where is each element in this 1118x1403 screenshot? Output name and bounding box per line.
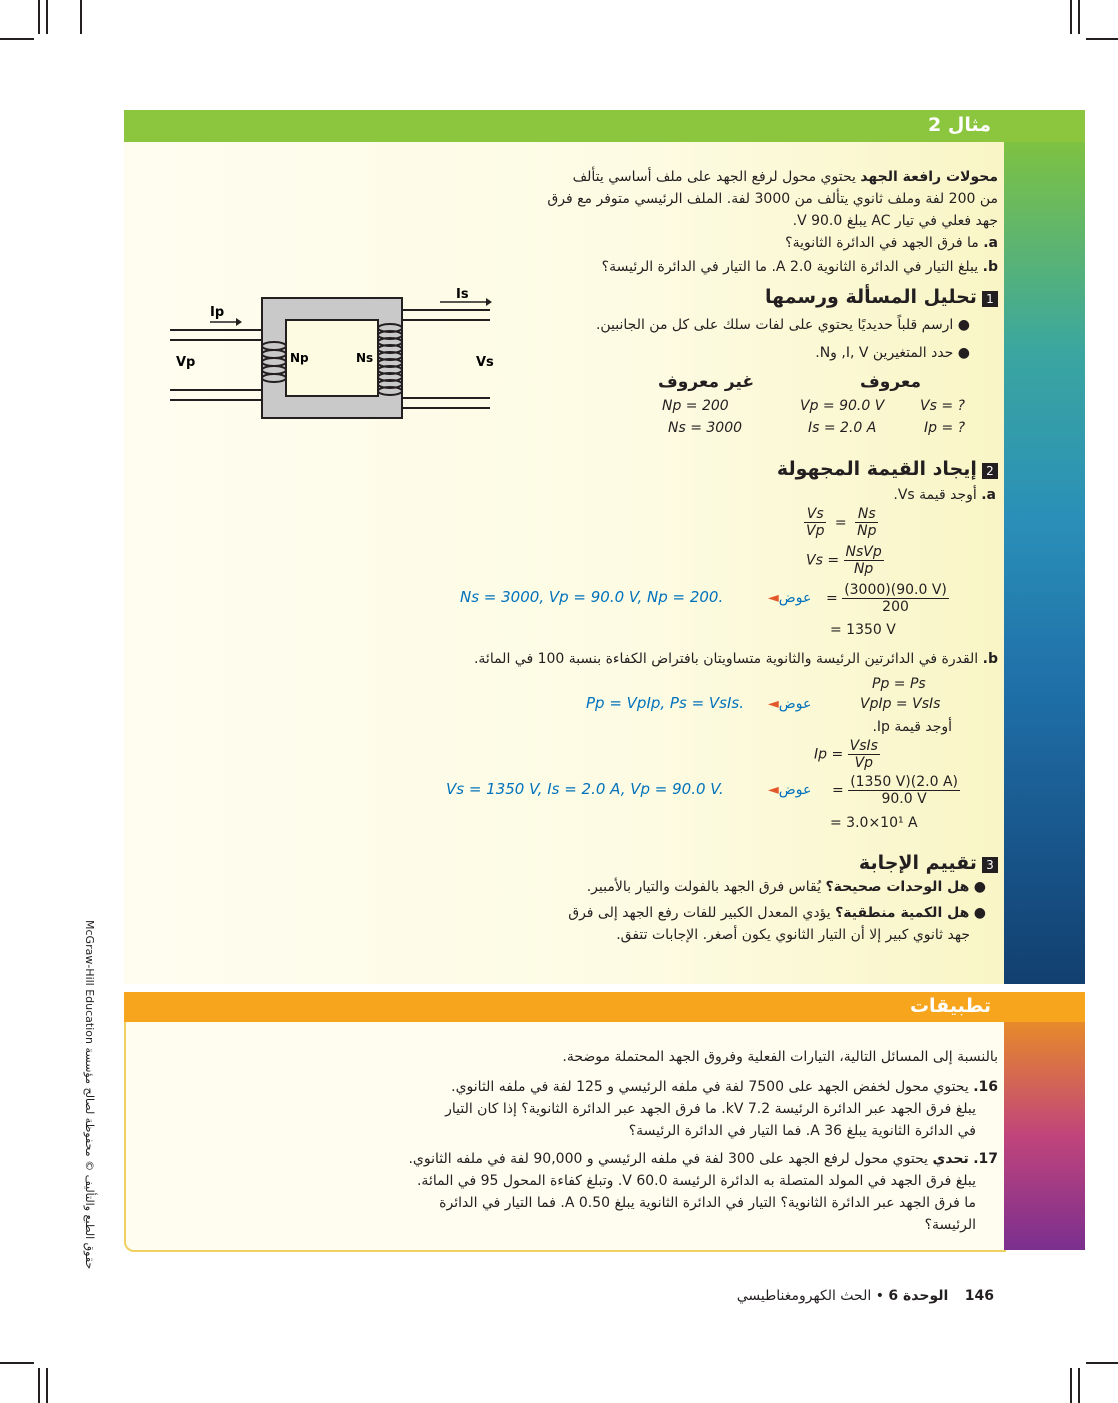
problem-17	[338, 1148, 998, 1236]
step-label: b.	[982, 651, 998, 667]
result: = 3.0×10¹ A	[830, 815, 918, 831]
numerator: VsIs	[849, 738, 878, 754]
power-equality: Pp = Ps	[872, 676, 926, 692]
numerator: (3000)(90.0 V)	[844, 582, 947, 598]
unknown-header: غير معروف	[658, 372, 755, 392]
substitute-label: ◄عوض	[768, 696, 812, 712]
section-1-heading	[765, 286, 998, 308]
problem-number: 17.	[973, 1151, 998, 1167]
problem-text: يبلغ فرق الجهد في المولد المتصلة به الدائرة الرئيسة 60.0 V. وتبلغ كفاءة المحول 95 في المائة.	[416, 1173, 976, 1189]
substitution-values: Pp = VpIp, Ps = VsIs.	[586, 694, 744, 712]
denominator: Vp	[806, 523, 825, 539]
power-expansion: VpIp = VsIs	[860, 696, 941, 712]
bullet-bold: هل الوحدات صحيحة؟	[825, 879, 970, 895]
crop-mark	[46, 0, 48, 34]
bullet-text: يؤدي المعدل الكبير للفات رفع الجهد إلى فرق	[568, 905, 831, 921]
crop-mark	[1070, 0, 1072, 34]
substitution-values: Ns = 3000, Vp = 90.0 V, Np = 200.	[460, 588, 724, 606]
label-vs: Vs	[476, 355, 494, 370]
applications-header	[124, 992, 1085, 1022]
crop-mark	[1086, 38, 1118, 40]
numerator: Ns	[855, 506, 878, 523]
crop-mark	[46, 1368, 48, 1403]
known-value: Ns = 3000	[668, 420, 743, 436]
section-1-bullets: ● ارسم قلباً حديديًا يحتوي على لفات سلك على كل من الجانبين. ● حدد المتغيرين I, V, وN.	[595, 317, 970, 361]
formula-lhs: Ip =	[814, 746, 844, 763]
challenge-label: تحدي	[932, 1151, 969, 1167]
intro-line: يحتوي محول لرفع الجهد على ملف أساسي يتألف	[572, 169, 856, 185]
formula-substitution: = $\frac{(1350 V)(2.0 A)}{90.0 V}$	[832, 774, 958, 807]
unknown-value: Ip = ?	[924, 420, 966, 436]
section-3-heading	[859, 852, 998, 874]
problem-number: 16.	[973, 1079, 998, 1095]
section-title: تحليل المسألة ورسمها	[765, 286, 977, 308]
label-np: Np	[290, 351, 309, 365]
label-ns: Ns	[356, 351, 374, 365]
question-text: يبلغ التيار في الدائرة الثانوية 2.0 A. ما التيار في الدائرة الرئيسة؟	[601, 259, 979, 275]
denominator: 200	[882, 599, 909, 615]
known-value: Np = 200	[662, 398, 729, 414]
formula-lhs: Vs =	[806, 552, 840, 569]
section-number: 1	[982, 291, 998, 307]
copyright-text: McGraw-Hill Education حقوق الطبع والتأليف © محفوظة لصالح مؤسسة	[83, 920, 96, 1270]
example-header	[124, 110, 1085, 142]
label-vp: Vp	[176, 355, 196, 370]
problem-text: يحتوي محول لخفض الجهد على 7500 لفة في ملفه الرئيسي و 125 لفة في ملفه الثانوي.	[451, 1079, 969, 1095]
step-b	[438, 648, 998, 670]
numerator: (1350 V)(2.0 A)	[850, 774, 958, 790]
applications-title: تطبيقات	[909, 995, 991, 1017]
section-2-heading	[777, 458, 998, 480]
substitute-word: عوض	[778, 782, 812, 798]
label-is: Is	[456, 287, 469, 302]
unit-label: الوحدة 6	[888, 1288, 949, 1304]
intro-bold: محولات رافعة الجهد	[860, 169, 998, 185]
decorative-strip	[1004, 1022, 1085, 1250]
known-value: Is = 2.0 A	[808, 420, 877, 436]
current-arrow	[486, 298, 492, 306]
substitution-values: Vs = 1350 V, Is = 2.0 A, Vp = 90.0 V.	[446, 780, 724, 798]
crop-mark	[1078, 1368, 1080, 1403]
crop-mark	[0, 1362, 34, 1364]
crop-mark	[38, 0, 40, 34]
problem-text: ما فرق الجهد عبر الدائرة الثانوية؟ التيار في الدائرة الثانوية يبلغ 0.50 A. فما التيار في الدائرة	[439, 1195, 976, 1211]
page-number: 146	[964, 1288, 994, 1304]
crop-mark	[1078, 0, 1080, 34]
denominator: Np	[857, 523, 877, 539]
transformer-diagram	[170, 286, 500, 436]
step-text: أوجد قيمة Vs.	[893, 487, 977, 503]
step-text: القدرة في الدائرتين الرئيسة والثانوية متساويتان بافتراض الكفاءة بنسبة 100 في المائة.	[473, 651, 979, 667]
denominator: Vp	[854, 755, 874, 771]
substitute-label: ◄عوض	[768, 782, 812, 798]
question-text: ما فرق الجهد في الدائرة الثانوية؟	[785, 235, 979, 251]
example-title: مثال 2	[928, 114, 991, 136]
unknown-value: Vs = ?	[920, 398, 965, 414]
step-a	[696, 484, 996, 506]
intro-line: جهد فعلي في تيار AC يبلغ 90.0 V.	[792, 213, 998, 229]
unit-title: الحث الكهرومغناطيسي	[736, 1288, 872, 1304]
result: = 1350 V	[830, 622, 896, 638]
substitute-word: عوض	[778, 696, 812, 712]
crop-mark	[38, 1368, 40, 1403]
substitute-label: ◄عوض	[768, 590, 812, 606]
problem-text: يبلغ فرق الجهد عبر الدائرة الرئيسة 7.2 kV. ما فرق الجهد عبر الدائرة الثانوية؟ إذا كان التيار	[445, 1101, 976, 1117]
crop-mark	[1070, 1368, 1072, 1403]
section-number: 2	[982, 463, 998, 479]
footer-bullet: •	[875, 1288, 884, 1304]
copyright-side	[78, 920, 98, 1280]
denominator: Np	[853, 561, 874, 577]
problem-text: الرئيسة؟	[924, 1217, 976, 1233]
decorative-strip	[1004, 142, 1085, 984]
current-arrow	[236, 318, 242, 326]
bullet-text: ارسم قلباً حديديًا يحتوي على لفات سلك على كل من الجانبين.	[595, 317, 954, 333]
substitute-word: عوض	[778, 590, 812, 606]
find-ip: أوجد قيمة Ip.	[872, 719, 952, 735]
applications-intro: بالنسبة إلى المسائل التالية، التيارات الفعلية وفروق الجهد المحتملة موضحة.	[562, 1049, 998, 1065]
formula-substitution: = $\frac{(3000)(90.0 V)}{200}$	[826, 582, 947, 615]
formula-ratio: $\frac{Vs}{Vp}$ = $\frac{Ns}{Np}$	[806, 506, 877, 539]
bullet-bold: هل الكمية منطقية؟	[835, 905, 970, 921]
problem-text: يحتوي محول لرفع الجهد على 300 لفة في ملفه الرئيسي و 90,000 لفة في ملفه الثانوي.	[408, 1151, 929, 1167]
denominator: 90.0 V	[881, 791, 927, 807]
section-title: إيجاد القيمة المجهولة	[776, 458, 977, 480]
problem-text: في الدائرة الثانوية يبلغ 36 A. فما التيار في الدائرة الرئيسة؟	[628, 1123, 976, 1139]
known-value: Vp = 90.0 V	[800, 398, 885, 414]
crop-mark	[1086, 1362, 1118, 1364]
numerator: Vs	[804, 506, 826, 523]
bullet-text: حدد المتغيرين I, V, وN.	[815, 345, 954, 361]
bullet-text: يُقاس فرق الجهد بالفولت والتيار بالأمبير.	[586, 879, 821, 895]
numerator: NsVp	[845, 544, 882, 560]
formula-ip	[814, 738, 880, 771]
crop-mark	[0, 38, 34, 40]
page-footer	[737, 1288, 994, 1304]
example-intro	[528, 166, 998, 278]
step-label: a.	[981, 487, 996, 503]
question-label: b.	[982, 259, 998, 275]
bullet-text: جهد ثانوي كبير إلا أن التيار الثانوي يكون أصغر. الإجابات تتفق.	[616, 927, 970, 943]
label-ip: Ip	[210, 305, 225, 320]
formula-vs	[806, 544, 884, 577]
problem-16	[358, 1076, 998, 1142]
known-header: معروف	[860, 372, 922, 392]
intro-line: من 200 لفة وملف ثانوي يتألف من 3000 لفة. الملف الرئيسي متوفر مع فرق	[547, 191, 998, 207]
section-number: 3	[982, 857, 998, 873]
crop-mark	[80, 0, 82, 34]
section-title: تقييم الإجابة	[858, 852, 977, 874]
section-3-bullets: ● هل الوحدات صحيحة؟ يُقاس فرق الجهد بالفولت والتيار بالأمبير. ● هل الكمية منطقية؟ يؤدي المعدل الكبير للفات رفع الجهد إلى فرق جهد ثانوي كبير إلا أن التيار الثانوي يكون أصغر. الإجابات تتفق.	[546, 876, 986, 946]
question-label: a.	[983, 235, 998, 251]
